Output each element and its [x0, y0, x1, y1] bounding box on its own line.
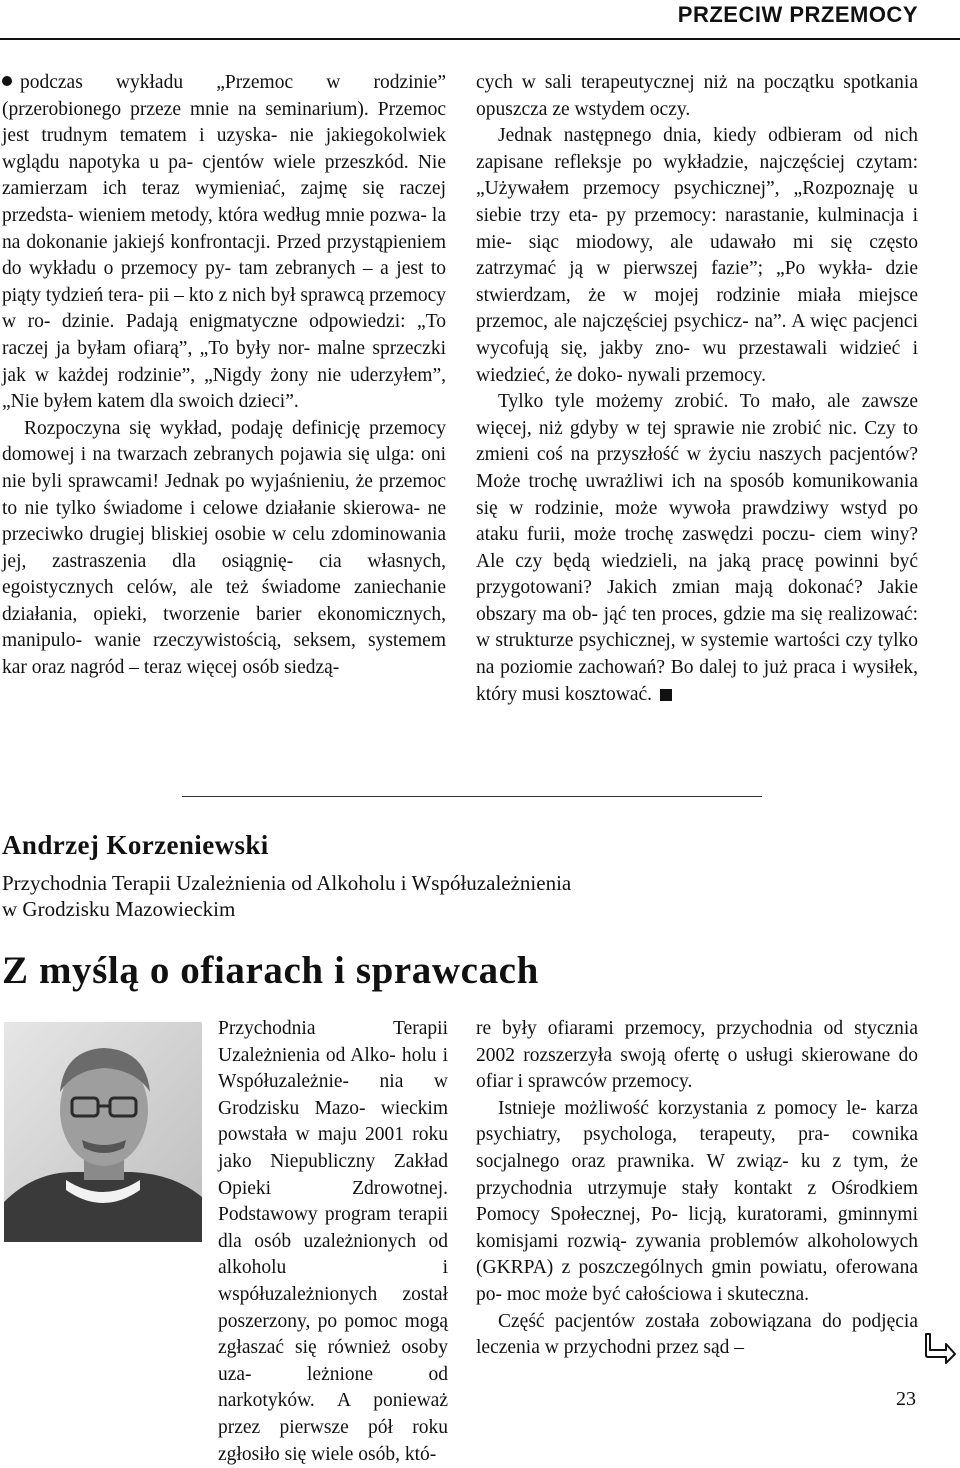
paragraph: cych w sali terapeutycznej niż na początku spotkania opuszcza ze wstydem oczy.	[476, 72, 918, 120]
prev-article-column-2	[476, 70, 918, 708]
paragraph: Przychodnia Terapii Uzależnienia od Alko- holu i Współuzależnie- nia w Grodzisku Mazo- wieckim powstała w maju 2001 roku jako Niepubliczny Zakład Opieki Zdrowotnej. Podstawowy program terapii dla osób uzależnionych od alkoholu i współuzależnionych został poszerzony, po pomoc mogą zgłaszać się również osoby uza- leżnione od narkotyków. A ponieważ przez pierwsze pół roku zgłosiło się wiele osób, któ-	[218, 1018, 448, 1465]
paragraph: Część pacjentów została zobowiązana do podjęcia leczenia w przychodni przez sąd –	[476, 1310, 918, 1359]
prev-article-column-1	[2, 70, 446, 682]
paragraph: podczas wykładu „Przemoc w rodzinie” (przerobionego przeze mnie na seminarium). Przemoc jest trudnym tematem i uzyska- nie jakiegokolwiek wglądu napotyka u pa- cjentów wiele przeszkód. Nie zamierzam ich teraz wymieniać, zajmę się raczej przedsta- wieniem metody, która według mnie pozwa- la na dokonanie jakiejś konfrontacji. Przed przystąpieniem do wykładu o przemocy py- tam zebranych – a jest to piąty tydzień tera- pii – kto z nich był sprawcą przemocy w ro- dzinie. Padają enigmatyczne odpowiedzi: „To raczej ja byłam ofiarą”, „To były nor- malne sprzeczki jak w każdej rodzinie”, „Nigdy żony nie uderzyłem”, „Nie byłem katem dla swoich dzieci”.	[2, 72, 447, 413]
article-title: Z myślą o ofiarach i sprawcach	[2, 949, 539, 992]
paragraph: re były ofiarami przemocy, przychodnia od stycznia 2002 rozszerzyła swoją ofertę o usługi skierowane do ofiar i sprawców przemocy.	[476, 1018, 918, 1093]
header-bar	[0, 0, 960, 40]
paragraph: Tylko tyle możemy zrobić. To mało, ale zawsze więcej, niż gdyby w tej sprawie nie zrobić nic. Czy to zmieni coś na przyszłość w życiu naszych pacjentów? Może trochę uwrażliwi ich na sposób komunikowania się w rodzinie, może wywoła prawdziwy wstyd po ataku furii, może trochę zaswędzi poczu- ciem winy? Ale czy będą wiedzieli, na jaką pracę powinni być przygotowani? Jakich zmian mają dokonać? Jakie obszary ma ob- jąć ten proces, gdzie ma się realizować: w strukturze psychicznej, w systemie wartości czy tylko na poziomie zachowań? Bo dalej to już praca i wysiłek, który musi kosztować.	[476, 391, 918, 705]
article-column-2	[476, 1016, 918, 1362]
paragraph: Istnieje możliwość korzystania z pomocy le- karza psychiatry, psychologa, terapeuty, pra- cownika socjalnego oraz prawnika. W związ- ku z tym, że przychodnia utrzymuje stały kontakt z Ośrodkiem Pomocy Społecznej, Po- licją, kuratorami, gminnymi komisjami rozwią- zywania problemów alkoholowych (GKRPA) z poszczególnych gmin powiatu, oferowana po- moc może być całościowa i skuteczna.	[476, 1097, 918, 1305]
author-affiliation: Przychodnia Terapii Uzależnienia od Alkoholu i Współuzależnienia w Grodzisku Mazowieckim	[2, 871, 572, 921]
section-title: PRZECIW PRZEMOCY	[677, 2, 918, 27]
end-of-article-icon	[660, 689, 672, 701]
paragraph: Jednak następnego dnia, kiedy odbieram od nich zapisane refleksje po wykładzie, najczęściej czytam: „Używałem przemocy psychicznej”, „Rozpoznaję u siebie trzy eta- py przemocy: narastanie, kulminacja i mie- siąc miodowy, ale udawało mi się często zatrzymać ją w pierwszej fazie”; „Po wykła- dzie stwierdzam, że w mojej rodzinie miała miejsce przemoc, ale najczęściej psychicz- na”. A więc pacjenci wycofują się, jakby zno- wu przestawali widzieć i wiedzieć, że doko- nywali przemocy.	[476, 125, 918, 386]
article-separator	[182, 796, 762, 797]
paragraph: Rozpoczyna się wykład, podaję definicję przemocy domowej i na twarzach zebranych pojawia się ulga: oni nie byli sprawcami! Jednak po wyjaśnieniu, że przemoc to nie tylko świadome i celowe działanie skierowa- ne przeciwko drugiej bliskiej osobie w celu zdominowania jej, zastraszenia dla osiągnię- cia własnych, egoistycznych celów, ale też świadome zaniechanie działania, opieki, tworzenie barier ekonomicznych, manipulo- wanie rzeczywistością, seksem, systemem kar oraz nagród – teraz więcej osób siedzą-	[2, 417, 446, 679]
article-column-1	[2, 1016, 448, 1468]
page-number: 23	[896, 1388, 916, 1410]
continue-arrow-icon	[924, 1330, 958, 1364]
bullet-icon	[2, 76, 12, 86]
author-name: Andrzej Korzeniewski	[2, 830, 269, 860]
